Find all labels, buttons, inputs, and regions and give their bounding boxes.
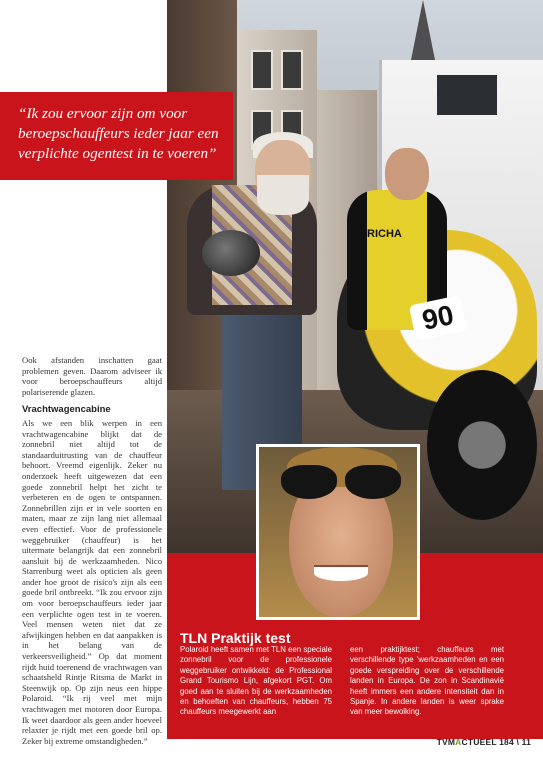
window [281, 50, 303, 90]
portrait-smile [314, 565, 368, 581]
helmet [202, 230, 260, 276]
page-footer [437, 737, 531, 747]
article-body: Als we een blik werpen in een vrachtwagencabine blijkt dat de zonnebril niet altijd tot de standaarduitrusting van de chauffeur behoort. Vreemd eigenlijk. Zeker nu onderzoek heeft uitgewezen dat een goede zonnebril helpt het zicht te verbeteren en de ogen te ontspannen. Zonnebrillen zijn er in vele soorten en maten, maar ze zijn lang niet allemaal even effectief. Voor de professionele weggebruiker (chauffeur) is het uitermate belangrijk dat een zonnebril aansluit bij de werkzaamheden. Nico Starrenburg weet als opticien als geen ander hoe groot de risico's zijn als een goede bril ontbreekt. “Ik zou ervoor zijn om voor beroepschauffeurs ieder jaar een verplichte ogen test in te voeren. Veel mensen weten niet dat ze afwijkingen hebben en dat aanpakken is in het belang van de verkeersveiligheid.” Op dat moment rijdt huid toerenend de vrachtwagen van schaatsheld Rintje Ritsma de Markt in Steenwijk op. Op zijn neus een hippe Polaroid. “Ik rij veel met mijn vrachtwagen met motoren door Europa. Ik weet daardoor als geen ander hoeveel relaxter je rijdt met een goede bril op. Zeker bij extreme omstandigheden.” [22, 417, 162, 746]
window [251, 50, 273, 90]
sunglasses-icon [281, 465, 401, 501]
rider-head [385, 148, 429, 200]
brand-mark: A [455, 737, 462, 747]
sunglasses-lens [345, 465, 401, 499]
article-subheading: Vrachtwagencabine [22, 404, 111, 416]
panel-column-2: een praktijktest; chauffeurs met verschillende type 'werkzaamheden en een goede verspreiding over de verschillende landen in Europa. De zon in Scandinavië heeft immers een andere intensiteit dan in Spanje. In andere landen is weer sprake van meer bewolking. [350, 645, 504, 717]
man-beard [257, 175, 309, 215]
pull-quote-text: “Ik zou ervoor zijn om voor beroepschauffeurs ieder jaar een verplichte ogentest in te voeren” [18, 105, 219, 162]
race-number: 90 [409, 295, 467, 341]
portrait-photo [256, 444, 420, 620]
issue-number: 184 [499, 737, 514, 747]
brand-prefix: TVM [436, 737, 456, 747]
truck-window [437, 75, 497, 115]
article-column [22, 355, 162, 746]
page-number: 11 [521, 737, 531, 747]
suit-logo-text: RICHA [367, 228, 402, 240]
brand-suffix: CTUEEL [461, 737, 497, 747]
panel-title: TLN Praktijk test [180, 630, 291, 646]
pull-quote [0, 92, 233, 180]
motorcycle-wheel [427, 370, 537, 520]
panel-column-1: Polaroid heeft samen met TLN een speciale zonnebril voor de professionele weggebruiker ontwikkeld: de Professional Grand Tourismo Lijn, afgekort PGT. Om goed aan te sluiten bij de werkzaamheden en behoeften van chauffeurs, hebben 75 chauffeurs meegewerkt aan [180, 645, 332, 717]
footer-separator: \ [516, 737, 520, 747]
article-intro: Ook afstanden inschatten gaat problemen geven. Daarom adviseer ik voor beroepschauffeurs altijd polariserende glazen. [22, 355, 162, 397]
sunglasses-lens [281, 465, 337, 499]
